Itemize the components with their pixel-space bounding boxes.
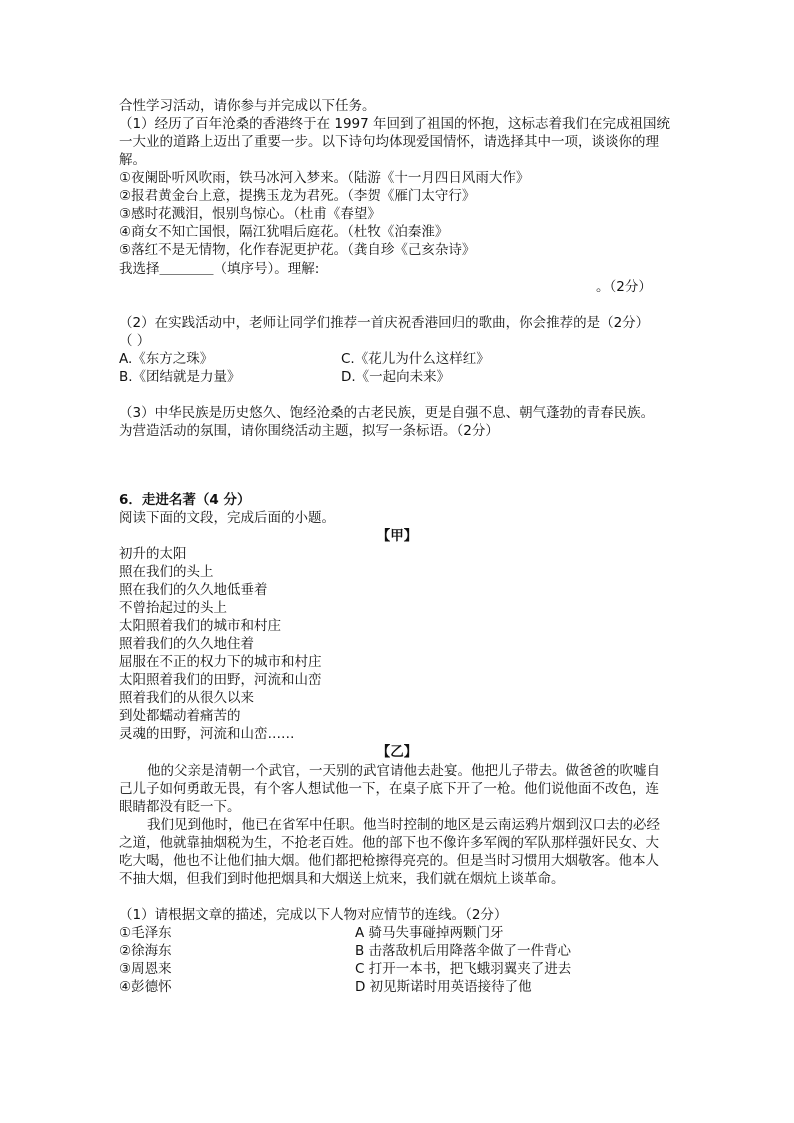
s6-q1-stem: （1）请根据文章的描述，完成以下人物对应情节的连线。（2分） bbox=[119, 907, 508, 923]
q2-option-c: C.《花儿为什么这样红》 bbox=[341, 351, 490, 367]
q1-option-4: ④商女不知亡国恨，隔江犹唱后庭花。（杜牧《泊秦淮》 bbox=[119, 224, 449, 240]
event-item: A 骑马失事碰掉两颗门牙 bbox=[355, 925, 504, 941]
person-item: ③周恩来 bbox=[119, 961, 172, 977]
q2-option-a: A.《东方之珠》 bbox=[119, 351, 214, 367]
q2-stem: （2）在实践活动中，老师让同学们推荐一首庆祝香港回归的歌曲，你会推荐的是（2分） bbox=[119, 315, 650, 331]
q3-line-1: （3）中华民族是历史悠久、饱经沧桑的古老民族，更是自强不息、朝气蓬勃的青春民族。 bbox=[119, 405, 655, 421]
q1-option-1: ①夜阑卧听风吹雨，铁马冰河入梦来。（陆游《十一月四日风雨大作》 bbox=[119, 170, 530, 186]
event-item: D 初见斯诺时用英语接待了他 bbox=[355, 979, 532, 995]
q1-option-5: ⑤落红不是无情物，化作春泥更护花。（龚自珍《己亥杂诗》 bbox=[119, 242, 476, 258]
q1-option-3: ③感时花溅泪，恨别鸟惊心。（杜甫《春望》 bbox=[119, 206, 381, 222]
event-item: C 打开一本书，把飞蛾羽翼夹了进去 bbox=[355, 961, 572, 977]
poem-line: 灵魂的田野，河流和山峦…… bbox=[119, 726, 295, 742]
q1-option-2: ②报君黄金台上意，提携玉龙为君死。（李贺《雁门太守行》 bbox=[119, 188, 476, 204]
q1-score: 。（2分） bbox=[596, 279, 652, 295]
poem-line: 屈服在不正的权力下的城市和村庄 bbox=[119, 654, 322, 670]
poem-line: 初升的太阳 bbox=[119, 546, 187, 562]
poem-line: 太阳照着我们的城市和村庄 bbox=[119, 618, 281, 634]
q3-line-2: 为营造活动的氛围，请你围绕活动主题，拟写一条标语。（2分） bbox=[119, 423, 499, 439]
q1-answer-line: 我选择＿＿＿＿（填序号）。理解: bbox=[119, 261, 320, 277]
poem-line: 照着我们的久久地住着 bbox=[119, 636, 254, 652]
poem-line: 照在我们的头上 bbox=[119, 564, 214, 580]
section-6-title: 6．走进名著（4 分） bbox=[119, 492, 251, 508]
q2-answer-paren: （ ） bbox=[119, 333, 151, 349]
q1-stem-line-3: 解。 bbox=[119, 152, 146, 168]
poem-line: 到处都蠕动着痛苦的 bbox=[119, 708, 241, 724]
poem-line: 照在我们的久久地低垂着 bbox=[119, 582, 268, 598]
q2-option-b: B.《团结就是力量》 bbox=[119, 369, 241, 385]
poem-line: 太阳照着我们的田野，河流和山峦 bbox=[119, 672, 322, 688]
q1-stem-line-2: 一大业的道路上迈出了重要一步。以下诗句均体现爱国情怀，请选择其中一项，谈谈你的理 bbox=[119, 134, 659, 150]
passage-yi-line: 我们见到他时，他已在省军中任职。他当时控制的地区是云南运鸦片烟到汉口去的必经 bbox=[147, 817, 660, 833]
passage-yi-line: 眼睛都没有眨一下。 bbox=[119, 799, 241, 815]
q1-stem-line-1: （1）经历了百年沧桑的香港终于在 1997 年回到了祖国的怀抱，这标志着我们在完成祖国统 bbox=[119, 116, 671, 132]
person-item: ①毛泽东 bbox=[119, 925, 172, 941]
section-6-instruction: 阅读下面的文段，完成后面的小题。 bbox=[119, 510, 335, 526]
poem-line: 照着我们的从很久以来 bbox=[119, 690, 254, 706]
passage-yi-line: 不抽大烟，但我们到时他把烟具和大烟送上炕来，我们就在烟炕上谈革命。 bbox=[119, 871, 565, 887]
person-item: ②徐海东 bbox=[119, 943, 172, 959]
person-item: ④彭德怀 bbox=[119, 979, 172, 995]
passage-yi-line: 吃大喝，他也不让他们抽大烟。他们都把枪擦得亮亮的。但是当时习惯用大烟敬客。他本人 bbox=[119, 853, 659, 869]
passage-yi-line: 己儿子如何勇敢无畏，有个客人想试他一下，在桌子底下开了一枪。他们说他面不改色，连 bbox=[119, 781, 659, 797]
intro-text: 合性学习活动，请你参与并完成以下任务。 bbox=[119, 98, 376, 114]
passage-yi-title: 【乙】 bbox=[376, 744, 418, 760]
q2-option-d: D.《一起向未来》 bbox=[341, 369, 451, 385]
passage-yi-line: 之道，他就靠抽烟税为生，不抢老百姓。他的部下也不像许多军阀的军队那样强奸民女、大 bbox=[119, 835, 659, 851]
passage-jia-title: 【甲】 bbox=[376, 528, 418, 544]
poem-line: 不曾抬起过的头上 bbox=[119, 600, 227, 616]
event-item: B 击落敌机后用降落伞做了一件背心 bbox=[355, 943, 572, 959]
passage-yi-line: 他的父亲是清朝一个武官，一天别的武官请他去赴宴。他把儿子带去。做爸爸的吹嘘自 bbox=[147, 763, 660, 779]
